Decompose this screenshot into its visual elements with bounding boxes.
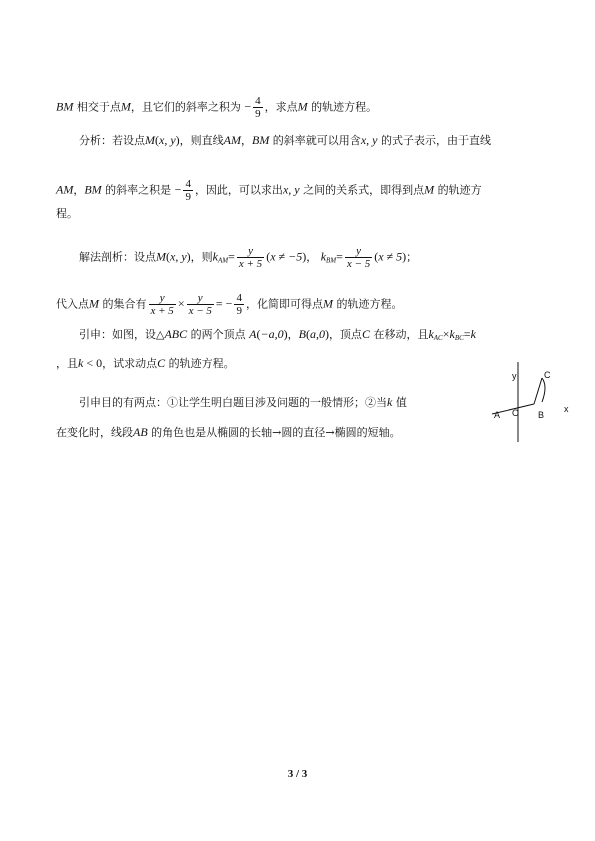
- purpose-line-1: [79, 395, 407, 410]
- paren: ): [402, 249, 407, 264]
- text: 程。: [56, 207, 78, 220]
- math-xy: x, y: [170, 249, 187, 264]
- math-k: k: [212, 249, 218, 264]
- text: 在移动，且: [369, 328, 429, 341]
- text: 的角色也是从椭圆的长轴→圆的直径→椭圆的短轴。: [147, 426, 401, 439]
- text: 的轨迹方: [434, 183, 482, 197]
- math-bm: BM: [251, 133, 270, 147]
- text: 的轨迹方程。: [165, 357, 235, 370]
- math-m: M: [145, 133, 155, 147]
- math-c: C: [361, 327, 370, 341]
- text: 的斜率之积是: [101, 183, 175, 197]
- text: 引申：如图，设△: [79, 328, 165, 341]
- text: 值: [392, 396, 407, 409]
- text: ，: [306, 250, 318, 264]
- analysis-line-2: [56, 178, 482, 203]
- math-k: k: [78, 356, 84, 370]
- math-xy: x, y: [282, 182, 300, 197]
- numerator: 4: [185, 178, 191, 190]
- inequality: < 0: [83, 356, 103, 370]
- text: 的两个顶点: [187, 328, 250, 341]
- math-a: A: [249, 327, 257, 341]
- text: ，且它们的斜率之积为: [130, 100, 245, 114]
- segment-c-upper: [534, 378, 542, 404]
- var-y: y: [159, 292, 165, 304]
- denominator: 9: [185, 191, 191, 203]
- label-x: x: [564, 404, 569, 414]
- math-m: M: [424, 182, 435, 197]
- denominator: [237, 257, 264, 270]
- text: 的斜率就可以用含: [269, 134, 361, 147]
- text: 在变化时，线段: [56, 426, 133, 439]
- paren: ): [283, 327, 288, 341]
- paren: ): [175, 133, 180, 147]
- analysis-line-1: [79, 133, 491, 148]
- substitute-line: [56, 292, 402, 317]
- math-am: AM: [223, 133, 241, 147]
- text: ，求点: [264, 100, 298, 114]
- subscript-am: AM: [217, 256, 229, 265]
- paren: (: [305, 327, 310, 341]
- page-number: 3 / 3: [287, 768, 308, 780]
- math-k: k: [449, 327, 455, 341]
- line-1: [56, 95, 377, 120]
- text: ，顶点: [328, 328, 362, 341]
- numerator: [187, 292, 214, 304]
- label-a: A: [494, 410, 501, 420]
- text: 相交于点: [73, 100, 121, 114]
- text: ，: [287, 328, 299, 341]
- text: 的式子表示，由于直线: [377, 134, 491, 147]
- purpose-line-2: [56, 425, 401, 440]
- text: ，因此，可以求出: [194, 183, 283, 197]
- math-k: k: [387, 395, 393, 409]
- math-bm: BM: [84, 182, 102, 197]
- extension-line-2: [56, 356, 235, 371]
- math-b: B: [298, 327, 306, 341]
- text: ；: [406, 250, 418, 264]
- text: ，化简即可得点: [245, 297, 323, 311]
- var-y: y: [197, 292, 203, 304]
- denominator: 9: [255, 108, 261, 120]
- fraction-4-9: [234, 292, 244, 317]
- equals: =: [336, 249, 343, 264]
- label-c: C: [544, 370, 551, 380]
- expr-x-plus-5: x + 5: [150, 305, 174, 317]
- math-m: M: [120, 99, 131, 114]
- paren: ): [186, 249, 191, 264]
- text: 解法剖析：设点: [79, 250, 156, 264]
- times-sign: ×: [442, 327, 450, 341]
- label-b: B: [538, 410, 545, 420]
- equals: =: [463, 327, 471, 341]
- paren: ): [302, 249, 307, 264]
- fraction-y-over-x-minus-5: [187, 292, 214, 317]
- math-bm: BM: [56, 99, 74, 114]
- fraction-y-over-x-minus-5: [345, 245, 372, 270]
- fraction-y-over-x-plus-5: [237, 245, 264, 270]
- text: ，则直线: [179, 134, 224, 147]
- numerator: 4: [236, 292, 242, 304]
- math-k: k: [320, 249, 327, 264]
- equals: =: [228, 249, 235, 264]
- expr-x-minus-5: x − 5: [188, 305, 212, 317]
- times-sign: ×: [177, 296, 185, 311]
- coord-a: −a,0: [260, 327, 284, 341]
- subscript-bm: BM: [326, 256, 337, 265]
- denominator: 9: [236, 305, 242, 317]
- subscript-ac: AC: [433, 334, 443, 342]
- paren: (: [166, 249, 170, 264]
- math-m: M: [322, 296, 333, 311]
- text: ，试求动点: [102, 357, 158, 370]
- text: 代入点: [56, 297, 89, 311]
- text: 之间的关系式，即得到点: [299, 183, 425, 197]
- paren: (: [155, 133, 159, 147]
- fraction-y-over-x-plus-5: [149, 292, 176, 317]
- coord-b: a,0: [309, 327, 325, 341]
- paren: ): [324, 327, 329, 341]
- label-y: y: [512, 371, 517, 381]
- paren: (: [266, 249, 271, 264]
- math-m: M: [156, 249, 166, 264]
- triangle-diagram: [484, 362, 574, 442]
- paren: (: [374, 249, 379, 264]
- text: 引申目的有两点：①让学生明白题目涉及问题的一般情形；②当: [79, 396, 387, 409]
- text: ，: [240, 134, 252, 147]
- expr-x-minus-5: x − 5: [346, 258, 371, 270]
- text: ，且: [56, 357, 78, 370]
- var-y: y: [248, 245, 253, 257]
- math-k: k: [428, 327, 434, 341]
- denominator: [149, 304, 176, 317]
- math-m: M: [89, 296, 99, 311]
- solution-line: [79, 245, 417, 270]
- paren: (: [256, 327, 261, 341]
- numerator: [149, 292, 176, 304]
- var-y: y: [356, 245, 362, 257]
- label-o: O: [512, 408, 520, 418]
- numerator: [237, 245, 264, 257]
- math-c: C: [157, 356, 166, 370]
- math-m: M: [297, 99, 308, 114]
- text: 的轨迹方程。: [307, 100, 378, 114]
- text: 分析：若设点: [79, 134, 145, 147]
- numerator: 4: [255, 95, 261, 107]
- math-xy: x, y: [159, 133, 176, 147]
- extension-line-1: [79, 327, 476, 345]
- text: 的轨迹方程。: [332, 297, 403, 311]
- arc-c: [542, 378, 545, 402]
- analysis-line-3: [56, 207, 78, 221]
- denominator: [187, 304, 214, 317]
- math-abc: ABC: [164, 327, 188, 341]
- text: ，: [73, 183, 85, 197]
- math-ab: AB: [133, 425, 148, 439]
- denominator: [345, 257, 372, 270]
- numerator: [345, 245, 372, 257]
- math-am: AM: [56, 182, 74, 197]
- condition: x ≠ 5: [378, 249, 403, 264]
- minus-sign: −: [244, 99, 252, 114]
- math-k: k: [470, 327, 476, 341]
- subscript-bc: BC: [454, 334, 464, 342]
- fraction-4-9: [183, 178, 193, 203]
- equals-minus: = −: [215, 296, 233, 311]
- text: ，则: [190, 250, 213, 264]
- condition: x ≠ −5: [270, 249, 303, 264]
- minus-sign: −: [174, 182, 182, 197]
- text: 的集合有: [99, 297, 147, 311]
- math-xy: x, y: [360, 133, 378, 147]
- expr-x-plus-5: x + 5: [238, 258, 263, 270]
- fraction-4-9: [253, 95, 263, 120]
